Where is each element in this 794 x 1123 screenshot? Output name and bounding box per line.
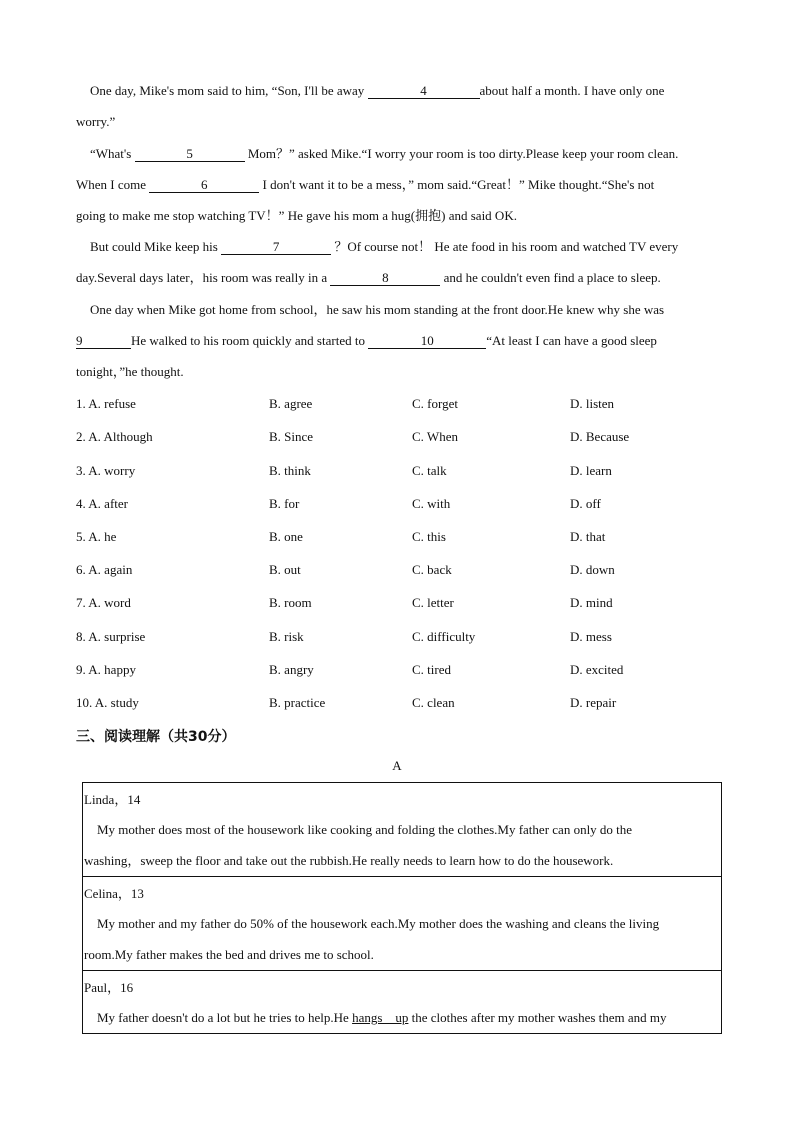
option-row	[76, 693, 756, 713]
option-a: 1. A. refuse	[76, 396, 136, 411]
passage-text: ？Of course not！ He ate food in his room and watched TV every	[334, 239, 679, 254]
option-d: D. mess	[570, 629, 612, 644]
passage-text: worry.”	[76, 114, 116, 129]
blank-8: 8	[330, 270, 440, 286]
respondent-text: washing，sweep the floor and take out the rubbish.He really needs to learn how to do the housework.	[84, 853, 614, 868]
option-b: B. out	[269, 562, 301, 577]
option-a: 7. A. word	[76, 595, 131, 610]
passage-text: One day when Mike got home from school，he saw his mom standing at the front door.He knew why she was	[90, 302, 665, 317]
option-a: 8. A. surprise	[76, 629, 146, 644]
respondent-name: Paul，16	[84, 980, 134, 995]
blank-9: 9	[76, 333, 131, 349]
passage-line	[90, 81, 664, 101]
passage-text: day.Several days later，his room was really in a	[76, 270, 328, 285]
section-heading: 三、阅读理解（共30分）	[76, 729, 236, 745]
passage-text: Mom？” asked Mike.“I worry your room is too dirty.Please keep your room clean.	[247, 146, 679, 161]
option-row	[76, 494, 756, 514]
option-c: C. When	[412, 429, 458, 444]
option-a: 2. A. Although	[76, 429, 153, 444]
option-d: D. down	[570, 562, 615, 577]
survey-table	[82, 782, 722, 1034]
passage-text: “At least I can have a good sleep	[486, 333, 657, 348]
passage-text: He walked to his room quickly and started to	[131, 333, 365, 348]
option-row	[76, 560, 756, 580]
option-d: D. that	[570, 529, 606, 544]
option-c: C. forget	[412, 396, 458, 411]
passage-text: about half a month. I have only one	[479, 83, 665, 98]
option-row	[76, 627, 756, 647]
respondent-text: My mother does most of the housework like cooking and folding the clothes.My father can only do the	[97, 822, 633, 837]
option-row	[76, 427, 756, 447]
passage-text: “What's	[90, 146, 132, 161]
option-c: C. back	[412, 562, 452, 577]
underlined-phrase: hangs up	[352, 1010, 409, 1025]
option-b: B. angry	[269, 662, 314, 677]
option-c: C. talk	[412, 463, 447, 478]
option-b: B. risk	[269, 629, 304, 644]
blank-7: 7	[221, 239, 331, 255]
respondent-text	[83, 1002, 721, 1033]
option-row	[76, 527, 756, 547]
passage-line	[90, 237, 678, 257]
respondent-text: room.My father makes the bed and drives me to school.	[84, 947, 374, 962]
table-row	[83, 877, 721, 971]
passage-text: tonight，”he thought.	[76, 364, 184, 379]
option-a: 6. A. again	[76, 562, 133, 577]
option-d: D. listen	[570, 396, 615, 411]
blank-10: 10	[368, 333, 486, 349]
option-c: C. with	[412, 496, 451, 511]
passage-line	[76, 206, 517, 226]
option-row	[76, 461, 756, 481]
option-row	[76, 593, 756, 613]
passage-text: When I come	[76, 177, 147, 192]
option-b: B. for	[269, 496, 300, 511]
option-a: 5. A. he	[76, 529, 117, 544]
respondent-text: My mother and my father do 50% of the housework each.My mother does the washing and cleans the living	[97, 916, 660, 931]
option-c: C. tired	[412, 662, 451, 677]
option-row	[76, 394, 756, 414]
respondent-text-part: My father doesn't do a lot but he tries to help.He	[97, 1010, 349, 1025]
option-b: B. practice	[269, 695, 326, 710]
passage-line	[76, 112, 115, 132]
option-a: 3. A. worry	[76, 463, 136, 478]
option-a: 9. A. happy	[76, 662, 136, 677]
option-a: 10. A. study	[76, 695, 139, 710]
option-d: D. repair	[570, 695, 617, 710]
option-c: C. this	[412, 529, 446, 544]
option-d: D. excited	[570, 662, 624, 677]
passage-line	[76, 362, 184, 382]
option-d: D. Because	[570, 429, 630, 444]
passage-line	[90, 144, 678, 164]
option-b: B. room	[269, 595, 312, 610]
option-c: C. difficulty	[412, 629, 476, 644]
option-d: D. off	[570, 496, 601, 511]
option-b: B. one	[269, 529, 303, 544]
respondent-name: Celina，13	[84, 886, 144, 901]
blank-6: 6	[149, 177, 259, 193]
passage-label: A	[392, 758, 402, 773]
passage-line	[76, 268, 661, 288]
option-b: B. think	[269, 463, 311, 478]
passage-line	[76, 331, 657, 351]
passage-line	[90, 300, 664, 320]
table-row	[83, 971, 721, 1033]
passage-text: and he couldn't even find a place to sleep.	[443, 270, 661, 285]
option-c: C. letter	[412, 595, 454, 610]
respondent-text-part: the clothes after my mother washes them and my	[411, 1010, 667, 1025]
option-d: D. learn	[570, 463, 612, 478]
passage-text: One day, Mike's mom said to him, “Son, I'll be away	[90, 83, 365, 98]
respondent-name: Linda，14	[84, 792, 141, 807]
passage-text: I don't want it to be a mess，” mom said.“Great！” Mike thought.“She's not	[262, 177, 655, 192]
blank-4: 4	[368, 83, 480, 99]
option-c: C. clean	[412, 695, 455, 710]
option-d: D. mind	[570, 595, 613, 610]
option-b: B. Since	[269, 429, 314, 444]
table-row	[83, 783, 721, 877]
option-a: 4. A. after	[76, 496, 128, 511]
passage-text: But could Mike keep his	[90, 239, 218, 254]
option-b: B. agree	[269, 396, 313, 411]
passage-line	[76, 175, 654, 195]
option-row	[76, 660, 756, 680]
blank-5: 5	[135, 146, 245, 162]
passage-text: going to make me stop watching TV！” He gave his mom a hug(拥抱) and said OK.	[76, 208, 517, 223]
